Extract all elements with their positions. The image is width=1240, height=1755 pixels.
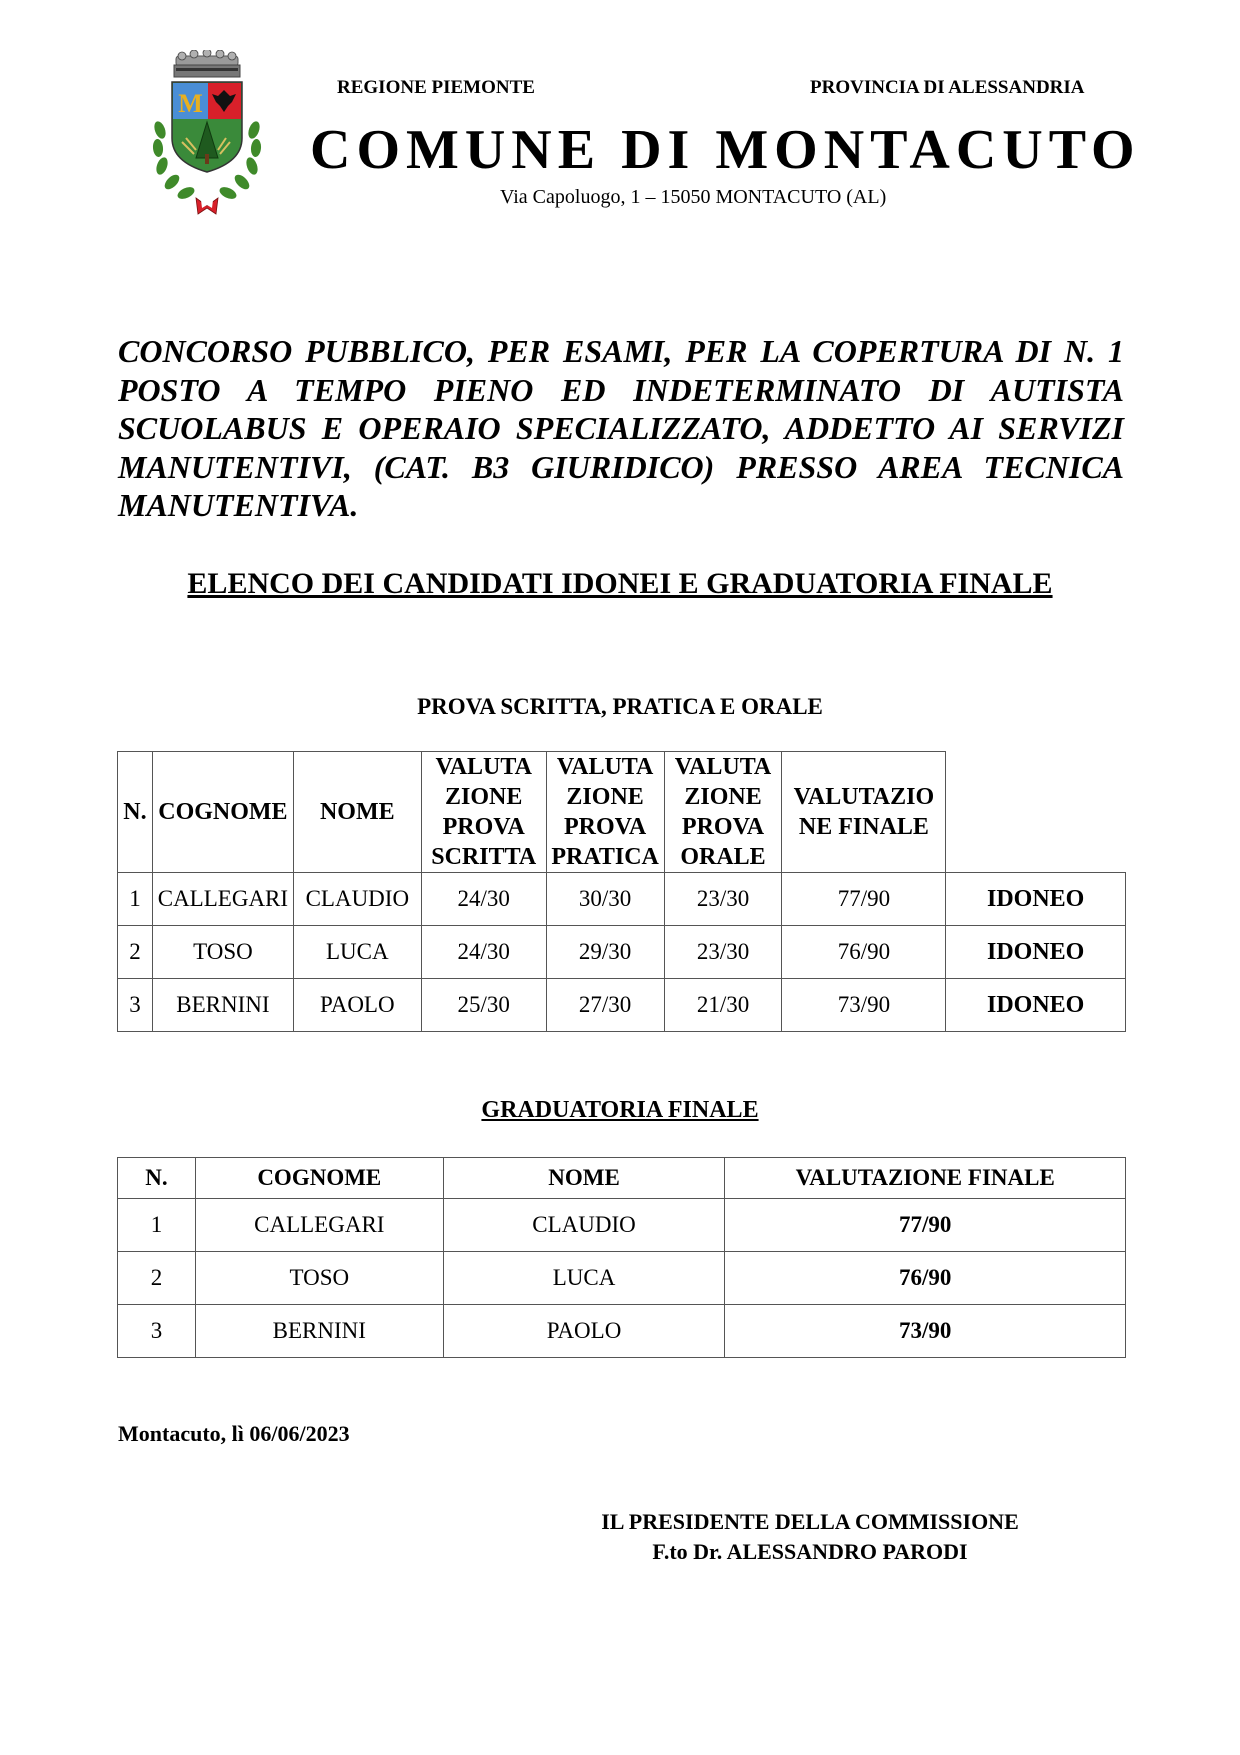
col-pratica-line: ZIONE [566, 784, 644, 810]
table-row [118, 1199, 1126, 1252]
elenco-heading [0, 567, 1240, 601]
cell-cognome: CALLEGARI [195, 1199, 443, 1252]
col-finale [782, 752, 946, 873]
ranking-header-row [118, 1158, 1126, 1199]
cell-orale: 21/30 [664, 979, 782, 1032]
municipal-coat-of-arms [146, 50, 268, 220]
cell-n: 1 [118, 873, 153, 926]
table-row [118, 926, 1126, 979]
cell-esito: IDONEO [946, 873, 1126, 926]
cell-pratica: 27/30 [546, 979, 664, 1032]
cell-n: 2 [118, 926, 153, 979]
col-pratica [546, 752, 664, 873]
cell-nome: CLAUDIO [293, 873, 421, 926]
col-n: N. [118, 1158, 196, 1199]
cell-cognome: TOSO [152, 926, 293, 979]
region-label: REGIONE PIEMONTE [337, 77, 535, 98]
cell-scritta: 24/30 [421, 926, 546, 979]
cell-cognome: BERNINI [152, 979, 293, 1032]
col-pratica-line: VALUTA [556, 754, 654, 780]
col-scritta-line: VALUTA [435, 754, 532, 780]
signature-name: F.to Dr. ALESSANDRO PARODI [652, 1539, 968, 1564]
table-row [118, 1252, 1126, 1305]
col-esito [946, 752, 1126, 873]
col-pratica-line: PRATICA [551, 844, 659, 870]
col-orale [664, 752, 782, 873]
concorso-description: CONCORSO PUBBLICO, PER ESAMI, PER LA COPERTURA DI N. 1 POSTO A TEMPO PIENO ED INDETERMINATO DI AUTISTA SCUOLABUS E OPERAIO SPECIALIZZATO, ADDETTO AI SERVIZI MANUTENTIVI, (CAT. B3 GIURIDICO) PRESSO AREA TECNICA MANUTENTIVA. [118, 333, 1124, 523]
col-orale-line: VALUTA [674, 754, 772, 780]
results-table [117, 751, 1126, 1032]
cell-nome: LUCA [443, 1252, 725, 1305]
col-scritta-line: PROVA [442, 814, 525, 840]
elenco-title: ELENCO DEI CANDIDATI IDONEI E GRADUATORIA FINALE [187, 567, 1053, 600]
place-date: Montacuto, lì 06/06/2023 [118, 1421, 350, 1446]
results-header-row [118, 752, 1126, 873]
cell-scritta: 25/30 [421, 979, 546, 1032]
cell-finale: 73/90 [725, 1305, 1126, 1358]
signature-block [560, 1507, 1060, 1567]
col-cognome: COGNOME [152, 752, 293, 873]
cell-pratica: 30/30 [546, 873, 664, 926]
province-label: PROVINCIA DI ALESSANDRIA [810, 77, 1085, 98]
col-orale-line: PROVA [681, 814, 765, 840]
col-orale-line: ORALE [680, 844, 766, 870]
cell-cognome: BERNINI [195, 1305, 443, 1358]
col-orale-line: ZIONE [684, 784, 762, 810]
prova-heading: PROVA SCRITTA, PRATICA E ORALE [417, 694, 823, 719]
cell-nome: LUCA [293, 926, 421, 979]
cell-esito: IDONEO [946, 926, 1126, 979]
cell-finale: 73/90 [782, 979, 946, 1032]
col-n: N. [118, 752, 153, 873]
cell-orale: 23/30 [664, 926, 782, 979]
cell-n: 3 [118, 1305, 196, 1358]
col-finale-line: VALUTAZIO [793, 784, 935, 810]
cell-pratica: 29/30 [546, 926, 664, 979]
cell-n: 1 [118, 1199, 196, 1252]
col-nome: NOME [443, 1158, 725, 1199]
table-row [118, 979, 1126, 1032]
comune-address: Via Capoluogo, 1 – 15050 MONTACUTO (AL) [500, 186, 887, 208]
emblem-letter: M [178, 89, 203, 118]
col-finale-line: NE FINALE [798, 814, 929, 840]
signature-role: IL PRESIDENTE DELLA COMMISSIONE [601, 1509, 1019, 1534]
cell-n: 3 [118, 979, 153, 1032]
cell-esito: IDONEO [946, 979, 1126, 1032]
cell-cognome: TOSO [195, 1252, 443, 1305]
cell-finale: 77/90 [725, 1199, 1126, 1252]
cell-finale: 76/90 [782, 926, 946, 979]
col-nome: NOME [293, 752, 421, 873]
cell-finale: 77/90 [782, 873, 946, 926]
cell-nome: PAOLO [443, 1305, 725, 1358]
graduatoria-title: GRADUATORIA FINALE [481, 1097, 759, 1123]
table-row [118, 1305, 1126, 1358]
table-row [118, 873, 1126, 926]
graduatoria-heading [0, 1097, 1240, 1124]
ranking-table [117, 1157, 1126, 1358]
cell-scritta: 24/30 [421, 873, 546, 926]
col-scritta [421, 752, 546, 873]
cell-finale: 76/90 [725, 1252, 1126, 1305]
cell-n: 2 [118, 1252, 196, 1305]
col-scritta-line: ZIONE [445, 784, 523, 810]
cell-orale: 23/30 [664, 873, 782, 926]
cell-nome: PAOLO [293, 979, 421, 1032]
col-scritta-line: SCRITTA [431, 844, 537, 870]
col-cognome: COGNOME [195, 1158, 443, 1199]
cell-nome: CLAUDIO [443, 1199, 725, 1252]
cell-cognome: CALLEGARI [152, 873, 293, 926]
col-pratica-line: PROVA [563, 814, 647, 840]
comune-title: COMUNE DI MONTACUTO [310, 119, 1141, 181]
col-finale: VALUTAZIONE FINALE [725, 1158, 1126, 1199]
